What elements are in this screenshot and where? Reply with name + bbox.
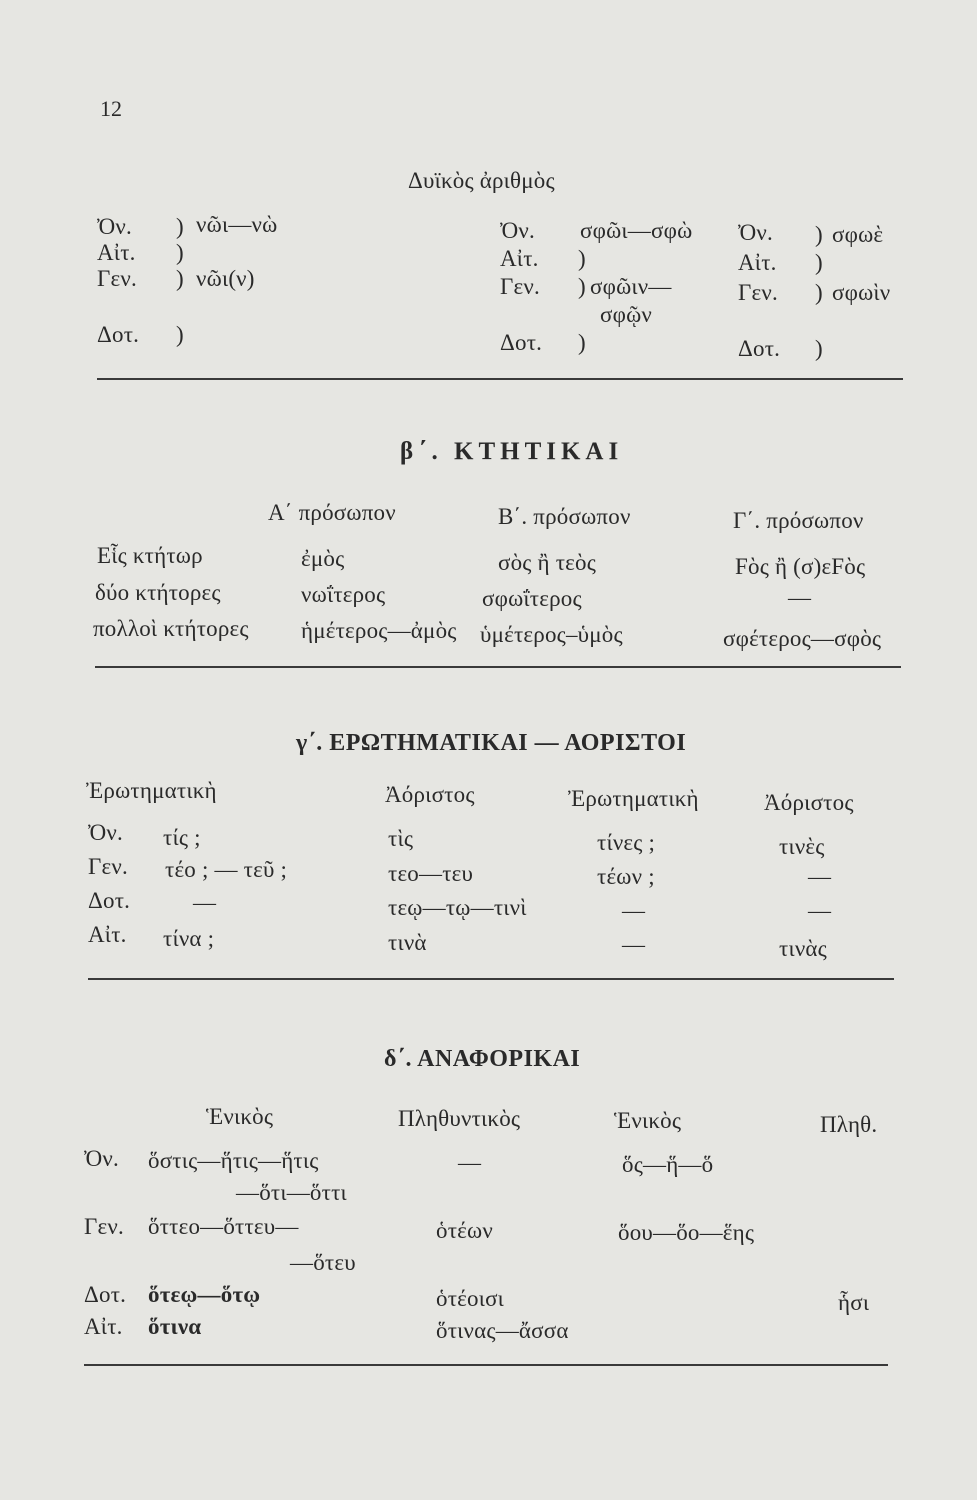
dual-c1-bracket: ) [176, 240, 184, 265]
interr-cell: τίνες ; [597, 830, 656, 855]
dual-c3-form: σφωὶν [832, 280, 891, 305]
dual-c2-bracket: ) [578, 330, 586, 355]
dual-c3-label-gen: Γεν. [738, 280, 778, 305]
rel-row-label: Δοτ. [84, 1282, 127, 1307]
divider [95, 666, 901, 668]
dual-c3-label-acc: Αἰτ. [738, 250, 777, 275]
rel-cell: —ὅτευ [290, 1250, 356, 1275]
dual-c3-label-nom: Ὀν. [738, 220, 773, 245]
interr-cell: — [622, 932, 646, 957]
dual-c3-bracket: ) [815, 336, 823, 361]
poss-cell: νωΐτερος [301, 582, 386, 607]
interr-header-4: Ἀόριστος [764, 790, 854, 815]
interr-cell: — [193, 890, 217, 915]
interr-cell: — [808, 898, 832, 923]
divider [88, 978, 894, 980]
rel-row-label: Ὀν. [84, 1146, 119, 1171]
interr-row-label: Δοτ. [88, 888, 131, 913]
rel-header-3: Ἑνικὸς [614, 1108, 682, 1133]
dual-c2-form: σφῶιν— [590, 274, 672, 299]
dual-c3-bracket: ) [815, 222, 823, 247]
poss-cell: σφέτερος—σφὸς [723, 626, 882, 651]
rel-cell: ὁτέων [436, 1218, 493, 1243]
dual-c2-label-nom: Ὀν. [500, 218, 535, 243]
dual-c1-form: νῶι(ν) [196, 266, 255, 291]
rel-header-4: Πληθ. [820, 1112, 878, 1137]
rel-row-label: Αἰτ. [84, 1314, 123, 1339]
rel-header-2: Πληθυντικὸς [398, 1106, 521, 1131]
interr-cell: τεο—τευ [388, 861, 474, 886]
dual-c3-bracket: ) [815, 280, 823, 305]
poss-header-3: Γ΄. πρόσωπον [733, 508, 864, 533]
poss-header-2: Β΄. πρόσωπον [498, 504, 631, 529]
poss-cell: Fὸς ἢ (σ)εFὸς [735, 554, 866, 579]
dual-title: Δυϊκὸς ἀριθμὸς [408, 168, 555, 193]
dual-c3-label-dat: Δοτ. [738, 336, 781, 361]
rel-cell: ὅτινα [148, 1314, 202, 1339]
dual-c2-form: σφῷν [600, 302, 653, 327]
rel-cell: — [458, 1150, 482, 1175]
dual-c2-label-dat: Δοτ. [500, 330, 543, 355]
rel-cell: ὅου—ὅο—ἕης [618, 1220, 755, 1245]
interr-cell: τεῳ—τῳ—τινὶ [388, 895, 527, 920]
dual-c1-label-dat: Δοτ. [97, 322, 140, 347]
rel-header-1: Ἑνικὸς [206, 1104, 274, 1129]
dual-c3-bracket: ) [815, 250, 823, 275]
dual-c2-form: σφῶι—σφὼ [580, 218, 693, 243]
dual-c1-label-nom: Ὀν. [97, 214, 132, 239]
dual-c3-form: σφωὲ [832, 222, 884, 247]
interr-cell: — [622, 898, 646, 923]
interr-cell: τίς ; [163, 825, 201, 850]
rel-cell: ὅτεῳ—ὅτῳ [148, 1282, 261, 1307]
interr-row-label: Γεν. [88, 854, 128, 879]
relative-title: δ΄. ΑΝΑΦΟΡΙΚΑΙ [384, 1046, 581, 1072]
rel-cell: ὅτινας—ἄσσα [436, 1318, 569, 1343]
rel-cell: ὅς—ἥ—ὅ [622, 1152, 714, 1177]
interr-row-label: Αἰτ. [88, 922, 127, 947]
interr-cell: τινὰς [779, 936, 827, 961]
interr-cell: τὶς [388, 826, 414, 851]
dual-c1-bracket: ) [176, 322, 184, 347]
poss-cell: ὑμέτερος–ὑμὸς [480, 622, 623, 647]
dual-c1-bracket: ) [176, 214, 184, 239]
dual-c1-label-acc: Αἰτ. [97, 240, 136, 265]
dual-c2-label-gen: Γεν. [500, 274, 540, 299]
poss-row-label: πολλοὶ κτήτορες [93, 616, 249, 641]
poss-cell: σφωΐτερος [482, 586, 582, 611]
dual-c1-label-gen: Γεν. [97, 266, 137, 291]
poss-cell: — [788, 585, 812, 610]
poss-cell: σὸς ἢ τεὸς [498, 550, 597, 575]
dual-c2-bracket: ) [578, 274, 586, 299]
poss-row-label: Εἷς κτήτωρ [97, 543, 203, 568]
poss-header-1: Α΄ πρόσωπον [268, 500, 396, 525]
dual-c1-bracket: ) [176, 266, 184, 291]
poss-cell: ἐμὸς [301, 546, 345, 571]
poss-row-label: δύο κτήτορες [95, 580, 221, 605]
dual-c2-bracket: ) [578, 246, 586, 271]
interr-header-1: Ἐρωτηματικὴ [86, 778, 217, 803]
dual-c2-label-acc: Αἰτ. [500, 246, 539, 271]
divider [97, 378, 903, 380]
poss-cell: ἡμέτερος—ἀμὸς [301, 618, 457, 643]
divider [84, 1364, 888, 1366]
rel-cell: ἧσι [838, 1290, 870, 1315]
rel-row-label: Γεν. [84, 1214, 124, 1239]
page-number: 12 [100, 96, 122, 121]
interr-cell: τέο ; — τεῦ ; [165, 857, 288, 882]
interr-cell: τινὲς [779, 834, 825, 859]
interr-cell: τέων ; [597, 864, 655, 889]
possessive-title: β΄. ΚΤΗΤΙΚΑΙ [400, 438, 624, 465]
rel-cell: ὁτέοισι [436, 1286, 505, 1311]
rel-cell: —ὅτι—ὅττι [236, 1180, 347, 1205]
interr-header-2: Ἀόριστος [385, 782, 475, 807]
rel-cell: ὅττεο—ὅττευ— [148, 1214, 299, 1239]
interr-cell: τίνα ; [163, 926, 215, 951]
interrogative-title: γ΄. ΕΡΩΤΗΜΑΤΙΚΑΙ — ΑΟΡΙΣΤΟΙ [296, 730, 687, 756]
interr-cell: τινὰ [388, 930, 427, 955]
interr-cell: — [808, 864, 832, 889]
interr-row-label: Ὀν. [88, 820, 123, 845]
dual-c1-form: νῶι—νὼ [196, 212, 278, 237]
rel-cell: ὅστις—ἥτις—ἥτις [148, 1148, 319, 1173]
interr-header-3: Ἐρωτηματικὴ [568, 786, 699, 811]
